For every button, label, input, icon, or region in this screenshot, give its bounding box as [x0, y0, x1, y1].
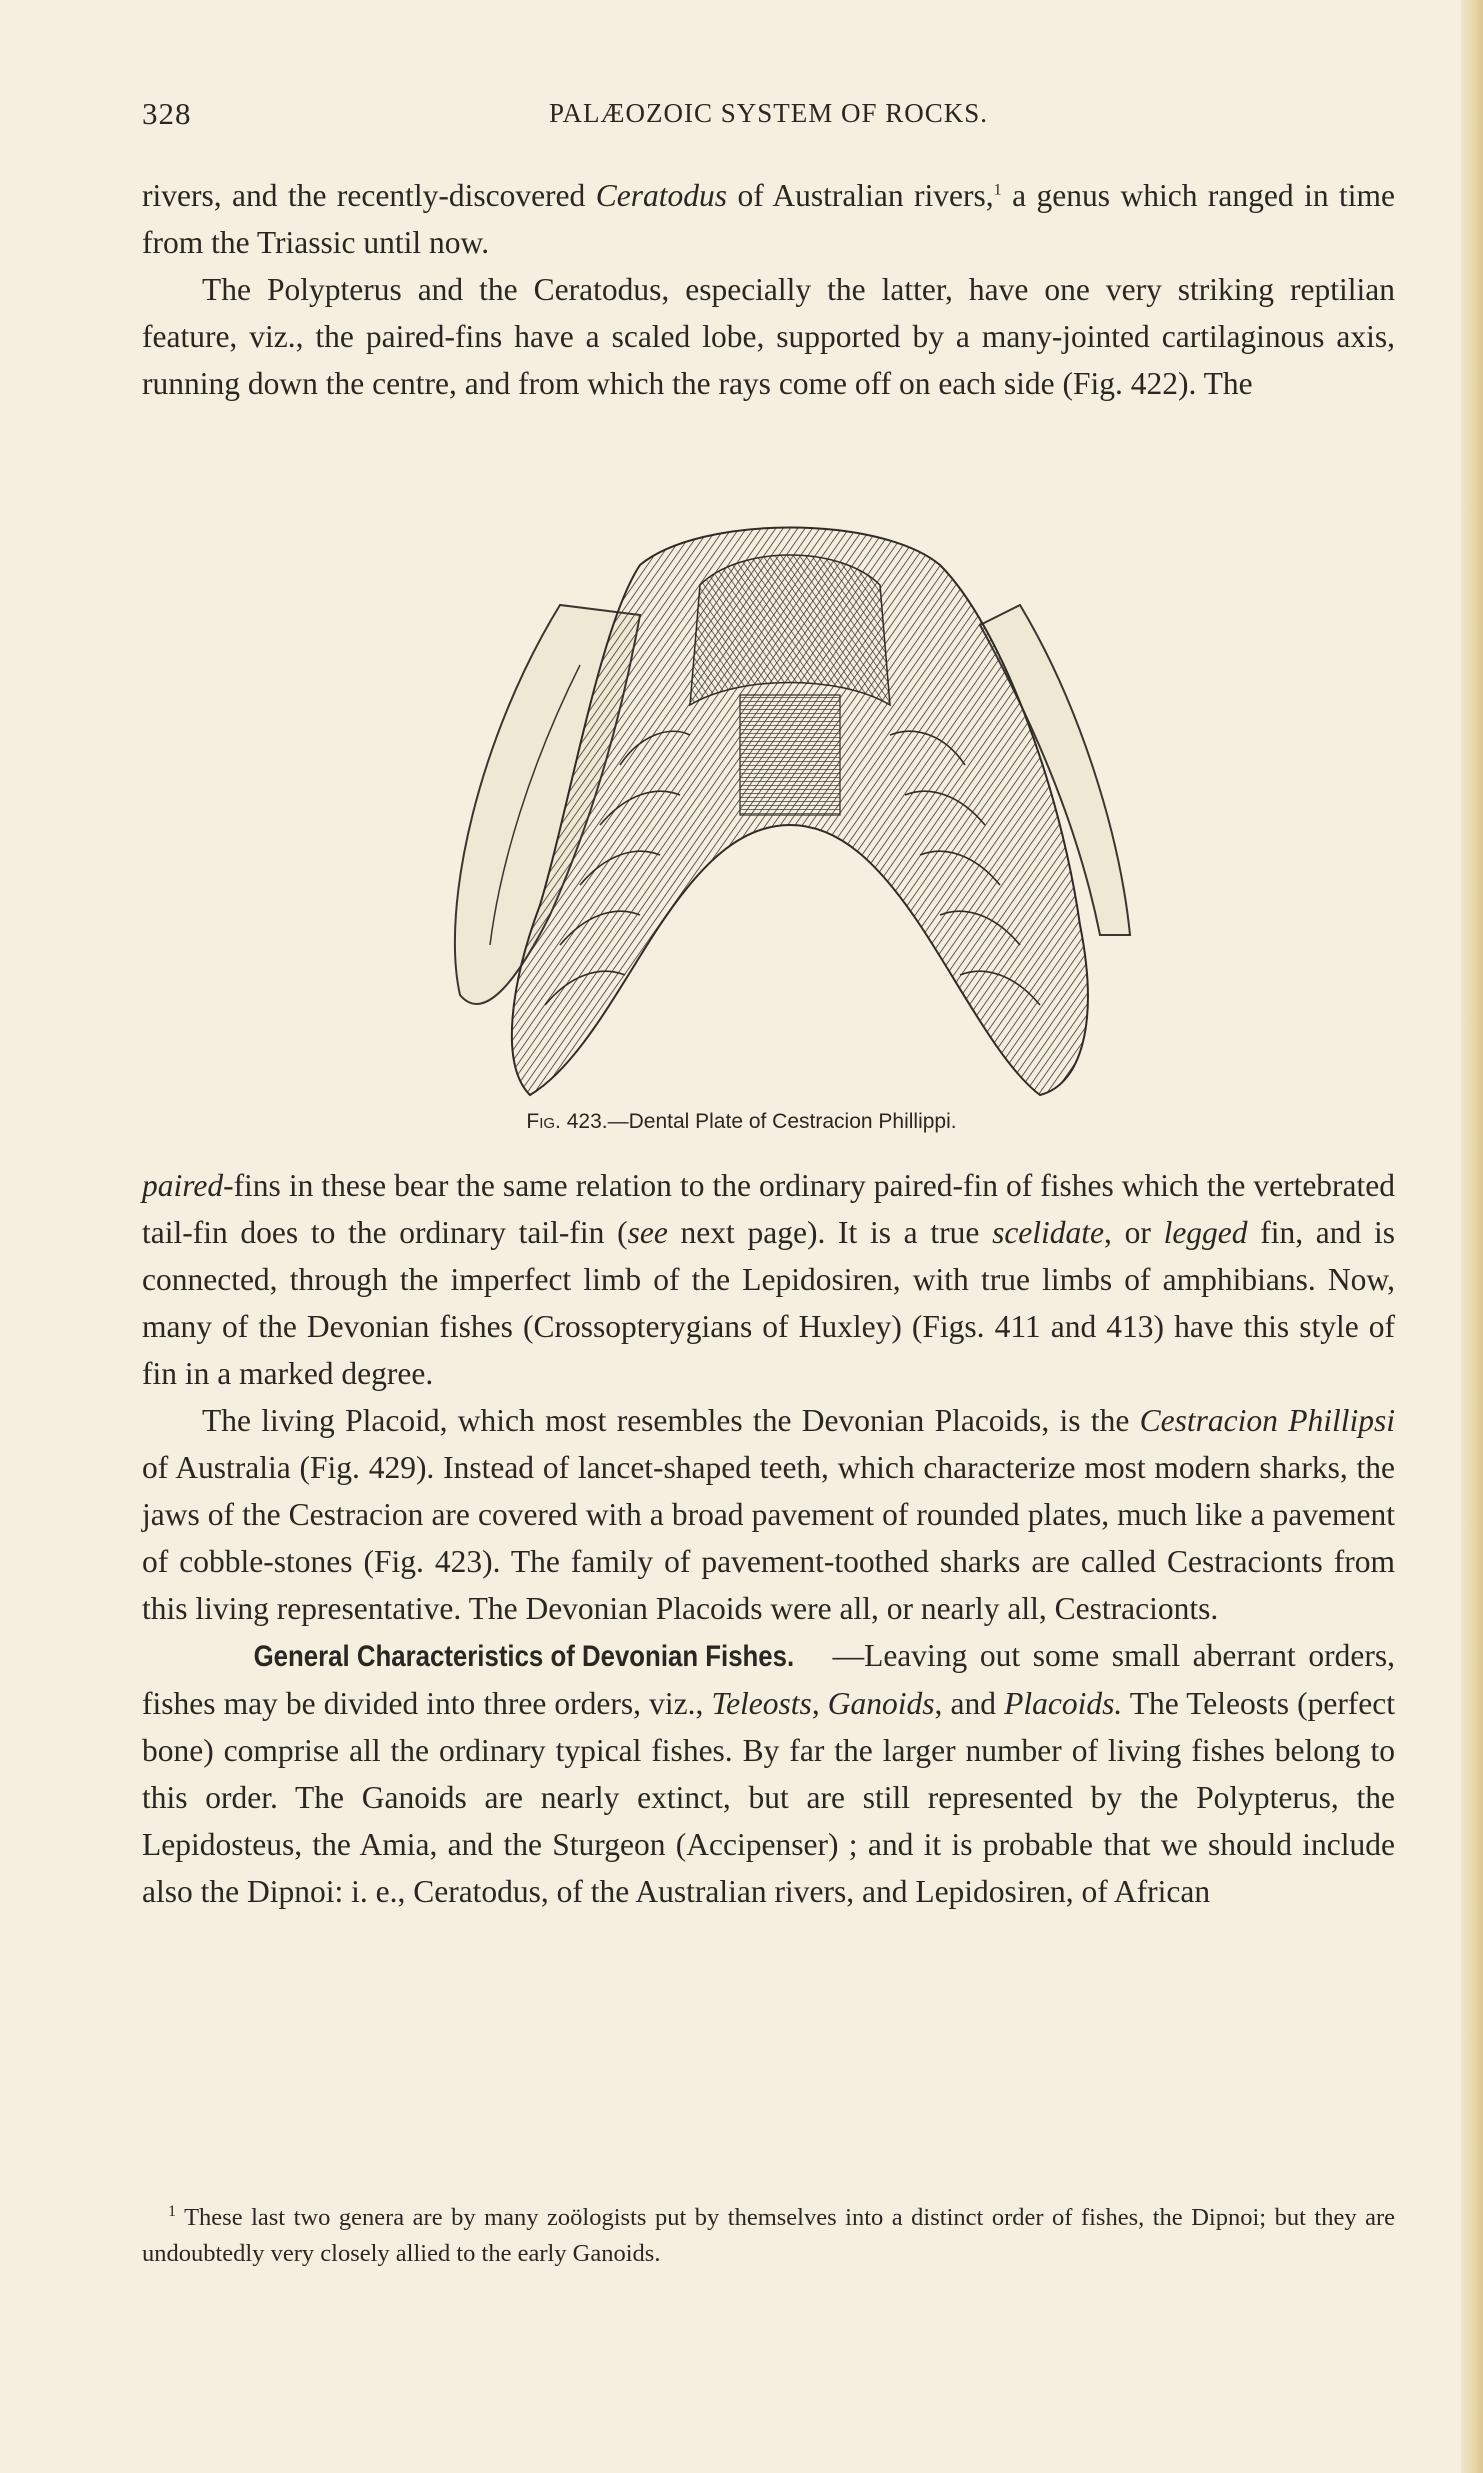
footnote-ref[interactable]: 1 [993, 181, 1002, 199]
paragraph-5: General Characteristics of Devonian Fishes. —Leaving out some small aberrant orders, fishes may be divided into three orders, viz., Teleosts, Ganoids, and Placoids. The Teleosts (perfect bone) comprise all the ordinary typical fishes. By far the larger number of living fishes belong to this order. The Ganoids are nearly extinct, but are still represented by the Polypterus, the Lepidosteus, the Amia, and the Sturgeon (Accipenser) ; and it is probable that we should include also the Dipnoi: i. e., Ceratodus, of the Australian rivers, and Lepidosiren, of African [142, 1632, 1395, 1915]
page-number: 328 [142, 96, 192, 131]
text-block-bottom [142, 1162, 1395, 1915]
page-edge [1461, 0, 1483, 2473]
figure-caption: Fig. 423.—Dental Plate of Cestracion Phillippi. [526, 1110, 957, 1133]
dental-plate-engraving-icon [440, 505, 1140, 1105]
section-heading: General Characteristics of Devonian Fishes. [253, 1640, 795, 1673]
figure-dental-plate [440, 505, 1140, 1105]
text-block-top [142, 172, 1395, 407]
paragraph-2: The Polypterus and the Ceratodus, especially the latter, have one very striking reptilian feature, viz., the paired-fins have a scaled lobe, supported by a many-jointed cartilaginous axis, running down the centre, and from which the rays come off on each side (Fig. 422). The [142, 272, 1395, 401]
running-header [142, 96, 1395, 136]
footnote: $^1$ These last two genera are by many zoölogists put by themselves into a distinct order of fishes, the Dipnoi; but they are undoubtedly very closely allied to the early Ganoids. [142, 2202, 1395, 2267]
paragraph-4: The living Placoid, which most resembles the Devonian Placoids, is the Cestracion Phillipsi of Australia (Fig. 429). Instead of lancet-shaped teeth, which characterize most modern sharks, the jaws of the Cestracion are covered with a broad pavement of rounded plates, much like a pavement of cobble-stones (Fig. 423). The family of pavement-toothed sharks are called Cestracionts from this living representative. The Devonian Placoids were all, or nearly all, Cestracionts. [142, 1403, 1395, 1626]
footnote-mark: 1 [168, 2202, 176, 2220]
paragraph-1: rivers, and the recently-discovered Ceratodus of Australian rivers,$^1$ a genus which ranged in time from the Triassic until now. [142, 178, 1396, 260]
running-title: PALÆOZOIC SYSTEM OF ROCKS. [548, 98, 989, 128]
paragraph-3: paired-fins in these bear the same relation to the ordinary paired-fin of fishes which the vertebrated tail-fin does to the ordinary tail-fin (see next page). It is a true scelidate, or legged fin, and is connected, through the imperfect limb of the Lepidosiren, with true limbs of amphibians. Now, many of the Devonian fishes (Crossopterygians of Huxley) (Figs. 411 and 413) have this style of fin in a marked degree. [142, 1168, 1396, 1391]
